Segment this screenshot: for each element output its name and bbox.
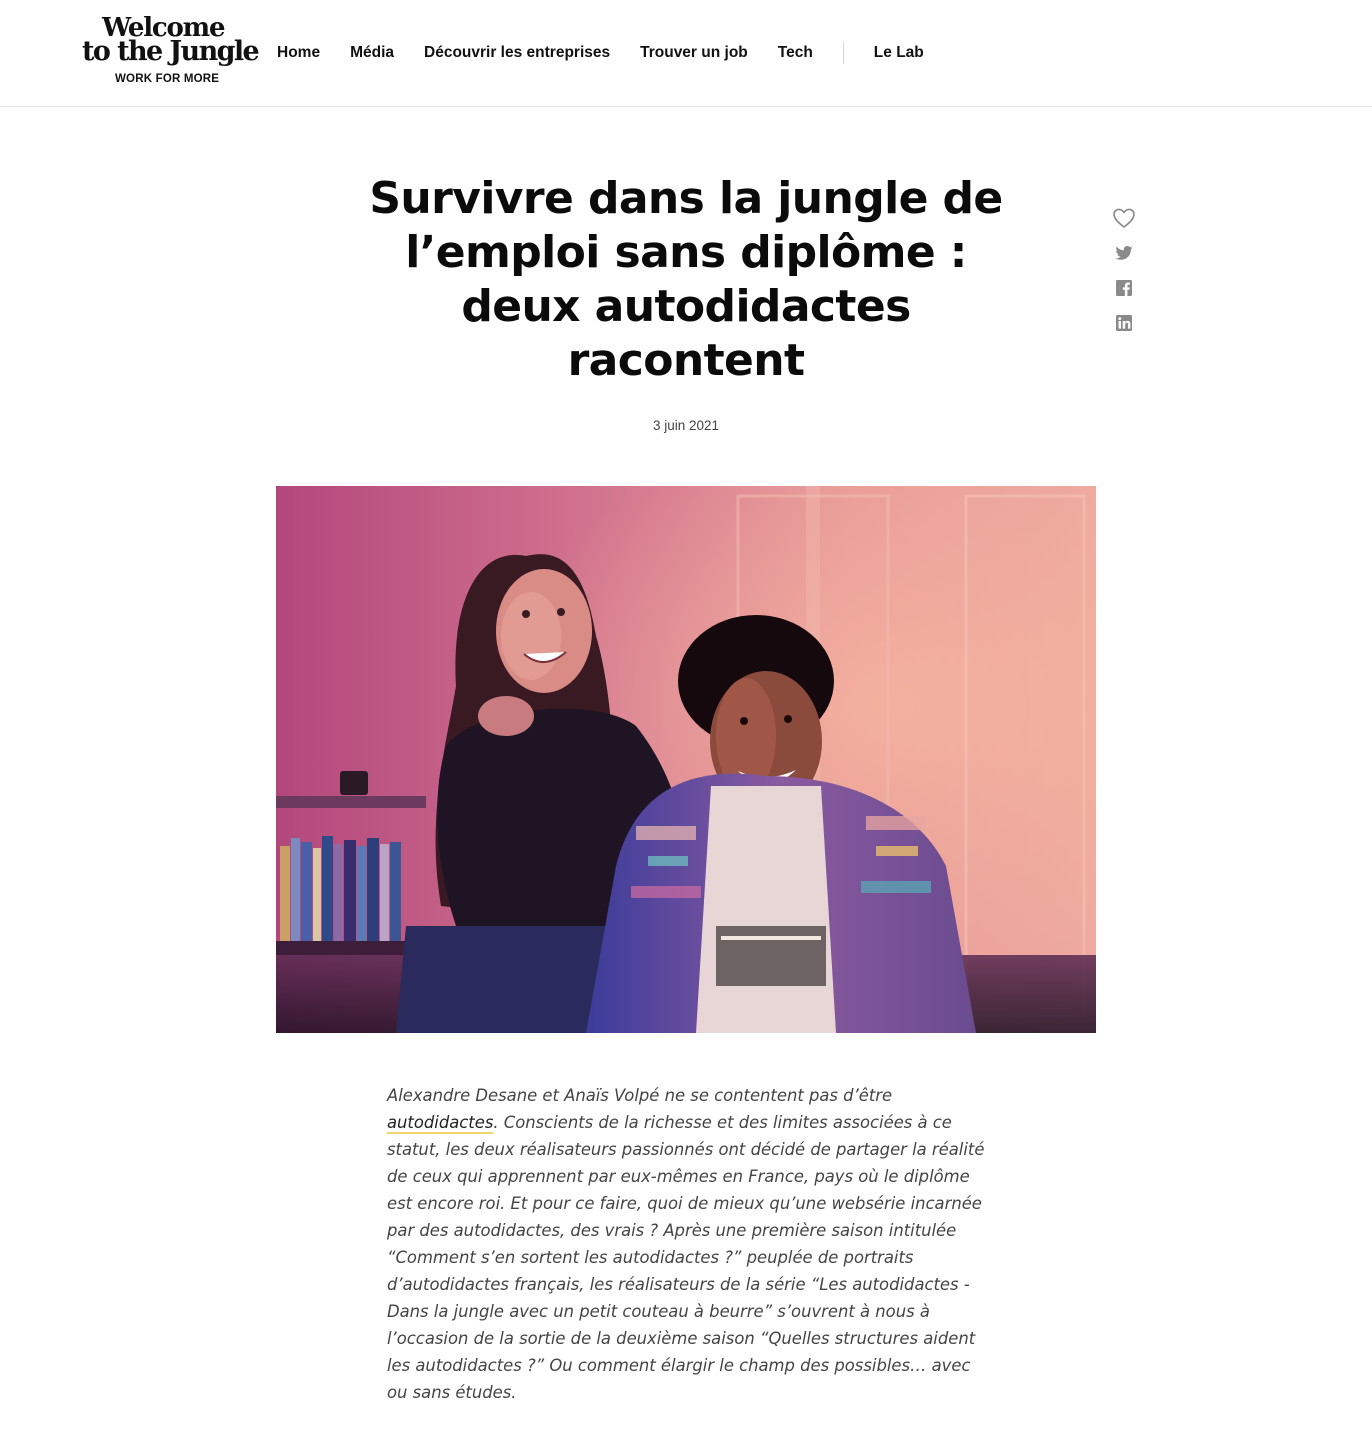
nav-find-job[interactable]: Trouver un job: [640, 44, 748, 61]
hero-photo-illustration: [276, 486, 1096, 1033]
nav-le-lab[interactable]: Le Lab: [873, 44, 924, 61]
nav-discover-companies[interactable]: Découvrir les entreprises: [424, 44, 611, 61]
facebook-icon[interactable]: [1110, 274, 1138, 302]
intro-text-start: Alexandre Desane et Anaïs Volpé ne se contentent pas d’être: [387, 1086, 893, 1105]
autodidactes-link[interactable]: autodidactes: [387, 1113, 494, 1132]
article-intro: [387, 1082, 987, 1406]
article-title: Survivre dans la jungle de l’emploi sans diplôme : deux autodidactes racontent: [369, 173, 1003, 386]
site-header: [0, 0, 1372, 107]
article-date: 3 juin 2021: [652, 418, 720, 433]
linkedin-icon[interactable]: [1110, 309, 1138, 337]
share-rail: [1110, 204, 1138, 344]
logo-tagline: WORK FOR MORE: [115, 73, 220, 85]
hero-image: [276, 486, 1096, 1033]
nav-media[interactable]: Média: [350, 44, 395, 61]
main-nav: [277, 0, 954, 106]
twitter-icon[interactable]: [1110, 239, 1138, 267]
nav-home[interactable]: Home: [277, 44, 321, 61]
nav-divider: [843, 42, 844, 64]
nav-tech[interactable]: Tech: [777, 44, 813, 61]
logo-line-welcome: Welcome: [102, 13, 225, 43]
site-logo[interactable]: [82, 13, 259, 90]
heart-icon[interactable]: [1110, 204, 1138, 232]
intro-text-rest: . Conscients de la richesse et des limites associées à ce statut, les deux réalisateurs passionnés ont décidé de partager la réalité de ceux qui apprennent par eux-mêmes en France, pays où le diplôme est encore roi. Et pour ce faire, quoi de mieux qu’une websérie incarnée par des autodidactes, des vrais ? Après une première saison intitulée “Comment s’en sortent les autodidactes ?” peuplée de portraits d’autodidactes français, les réalisateurs de la série “Les autodidactes - Dans la jungle avec un petit couteau à beurre” s’ouvrent à nous à l’occasion de la sortie de la deuxième saison “Quelles structures aident les autodidactes ?” Ou comment élargir le champ des possibles… avec ou sans études.: [387, 1113, 985, 1402]
logo-line-jungle: to the Jungle: [82, 36, 259, 67]
